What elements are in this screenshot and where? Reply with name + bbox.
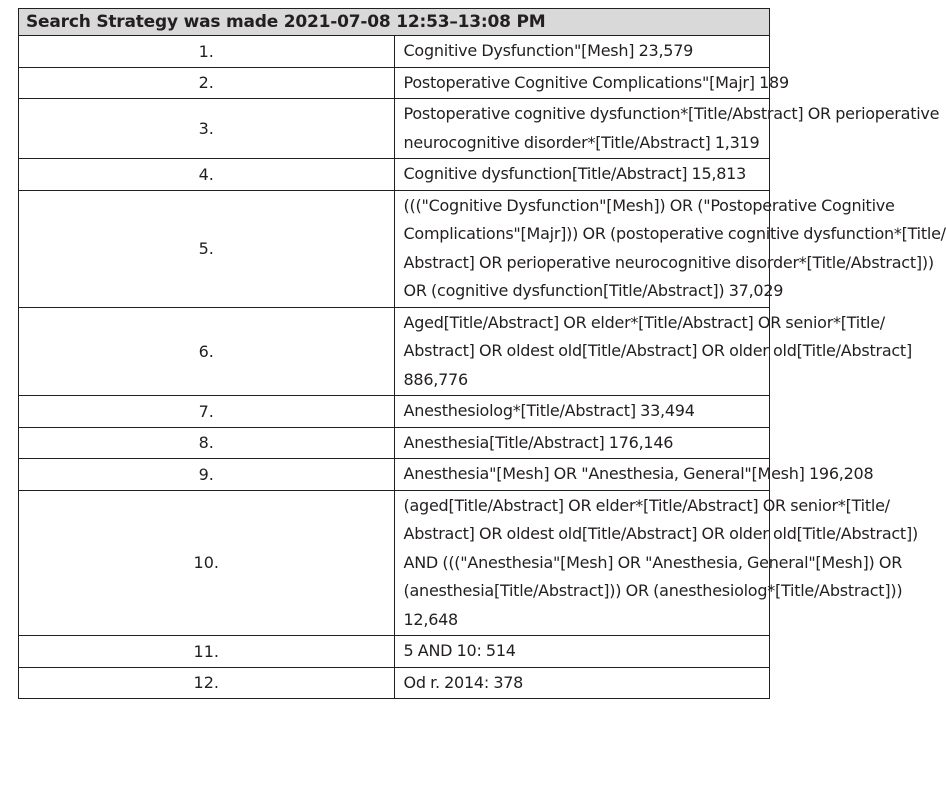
search-query-line: AND ((("Anesthesia"[Mesh] OR "Anesthesia, General"[Mesh]) OR bbox=[403, 552, 903, 572]
row-number: 12. bbox=[19, 667, 395, 699]
search-query-cell bbox=[394, 490, 918, 636]
row-number: 10. bbox=[19, 490, 395, 636]
search-query-line: Complications"[Majr])) OR (postoperative cognitive dysfunction*[Title/ bbox=[403, 224, 946, 243]
table-row bbox=[19, 307, 770, 396]
table-header: Search Strategy was made 2021-07-08 12:53–13:08 PM bbox=[19, 9, 770, 36]
search-query-line: (anesthesia[Title/Abstract])) OR (anesthesiolog*[Title/Abstract])) bbox=[403, 581, 903, 600]
row-number: 5. bbox=[19, 190, 395, 307]
search-query-cell bbox=[394, 190, 946, 307]
search-strategy-table bbox=[18, 8, 946, 699]
row-number: 6. bbox=[19, 307, 395, 396]
search-query-cell bbox=[394, 667, 770, 699]
search-query-line: 12,648 bbox=[403, 609, 458, 629]
table-row bbox=[19, 159, 770, 191]
search-query-line: ((("Cognitive Dysfunction"[Mesh]) OR ("Postoperative Cognitive bbox=[403, 195, 895, 215]
search-query-line: Postoperative Cognitive Complications"[Majr] 189 bbox=[403, 72, 789, 92]
search-query-line: Od r. 2014: 378 bbox=[403, 672, 524, 692]
table-row bbox=[19, 36, 770, 68]
search-query-cell bbox=[394, 67, 789, 99]
search-query-line: Aged[Title/Abstract] OR elder*[Title/Abstract] OR senior*[Title/ bbox=[403, 312, 885, 332]
table-row bbox=[19, 636, 770, 668]
table-row bbox=[19, 459, 770, 491]
search-query-line: 886,776 bbox=[403, 369, 468, 389]
search-query-line: (aged[Title/Abstract] OR elder*[Title/Abstract] OR senior*[Title/ bbox=[403, 495, 890, 515]
row-number: 1. bbox=[19, 36, 395, 68]
search-query-cell bbox=[394, 307, 912, 396]
row-number: 7. bbox=[19, 396, 395, 428]
search-query-cell bbox=[394, 459, 874, 491]
search-query-cell bbox=[394, 427, 770, 459]
search-query-line: OR (cognitive dysfunction[Title/Abstract]) 37,029 bbox=[403, 281, 784, 300]
search-query-line: Abstract] OR perioperative neurocognitive disorder*[Title/Abstract])) bbox=[403, 252, 934, 272]
table-row bbox=[19, 99, 770, 159]
search-query-cell bbox=[394, 36, 770, 68]
row-number: 4. bbox=[19, 159, 395, 191]
table-header-row bbox=[19, 9, 770, 36]
row-number: 8. bbox=[19, 427, 395, 459]
row-number: 9. bbox=[19, 459, 395, 491]
search-query-line: neurocognitive disorder*[Title/Abstract] 1,319 bbox=[403, 132, 760, 152]
row-number: 3. bbox=[19, 99, 395, 159]
search-query-line: Abstract] OR oldest old[Title/Abstract] OR older old[Title/Abstract] bbox=[403, 341, 912, 360]
search-query-line: Anesthesiolog*[Title/Abstract] 33,494 bbox=[403, 401, 695, 420]
search-query-line: 5 AND 10: 514 bbox=[403, 641, 516, 660]
table-body bbox=[19, 36, 946, 699]
search-query-line: Abstract] OR oldest old[Title/Abstract] OR older old[Title/Abstract]) bbox=[403, 524, 918, 543]
search-query-line: Anesthesia[Title/Abstract] 176,146 bbox=[403, 432, 674, 452]
table-row bbox=[19, 67, 770, 99]
search-query-cell bbox=[394, 396, 770, 428]
table-row bbox=[19, 667, 770, 699]
row-number: 2. bbox=[19, 67, 395, 99]
table-row bbox=[19, 190, 770, 307]
table-row bbox=[19, 396, 770, 428]
search-query-line: Cognitive Dysfunction"[Mesh] 23,579 bbox=[403, 41, 694, 60]
search-query-cell bbox=[394, 99, 940, 159]
search-query-line: Anesthesia"[Mesh] OR "Anesthesia, General"[Mesh] 196,208 bbox=[403, 464, 874, 483]
search-query-line: Postoperative cognitive dysfunction*[Title/Abstract] OR perioperative bbox=[403, 104, 940, 123]
search-query-cell bbox=[394, 636, 770, 668]
search-query-cell bbox=[394, 159, 770, 191]
table-row bbox=[19, 427, 770, 459]
table-row bbox=[19, 490, 770, 636]
row-number: 11. bbox=[19, 636, 395, 668]
search-query-line: Cognitive dysfunction[Title/Abstract] 15,813 bbox=[403, 164, 747, 183]
